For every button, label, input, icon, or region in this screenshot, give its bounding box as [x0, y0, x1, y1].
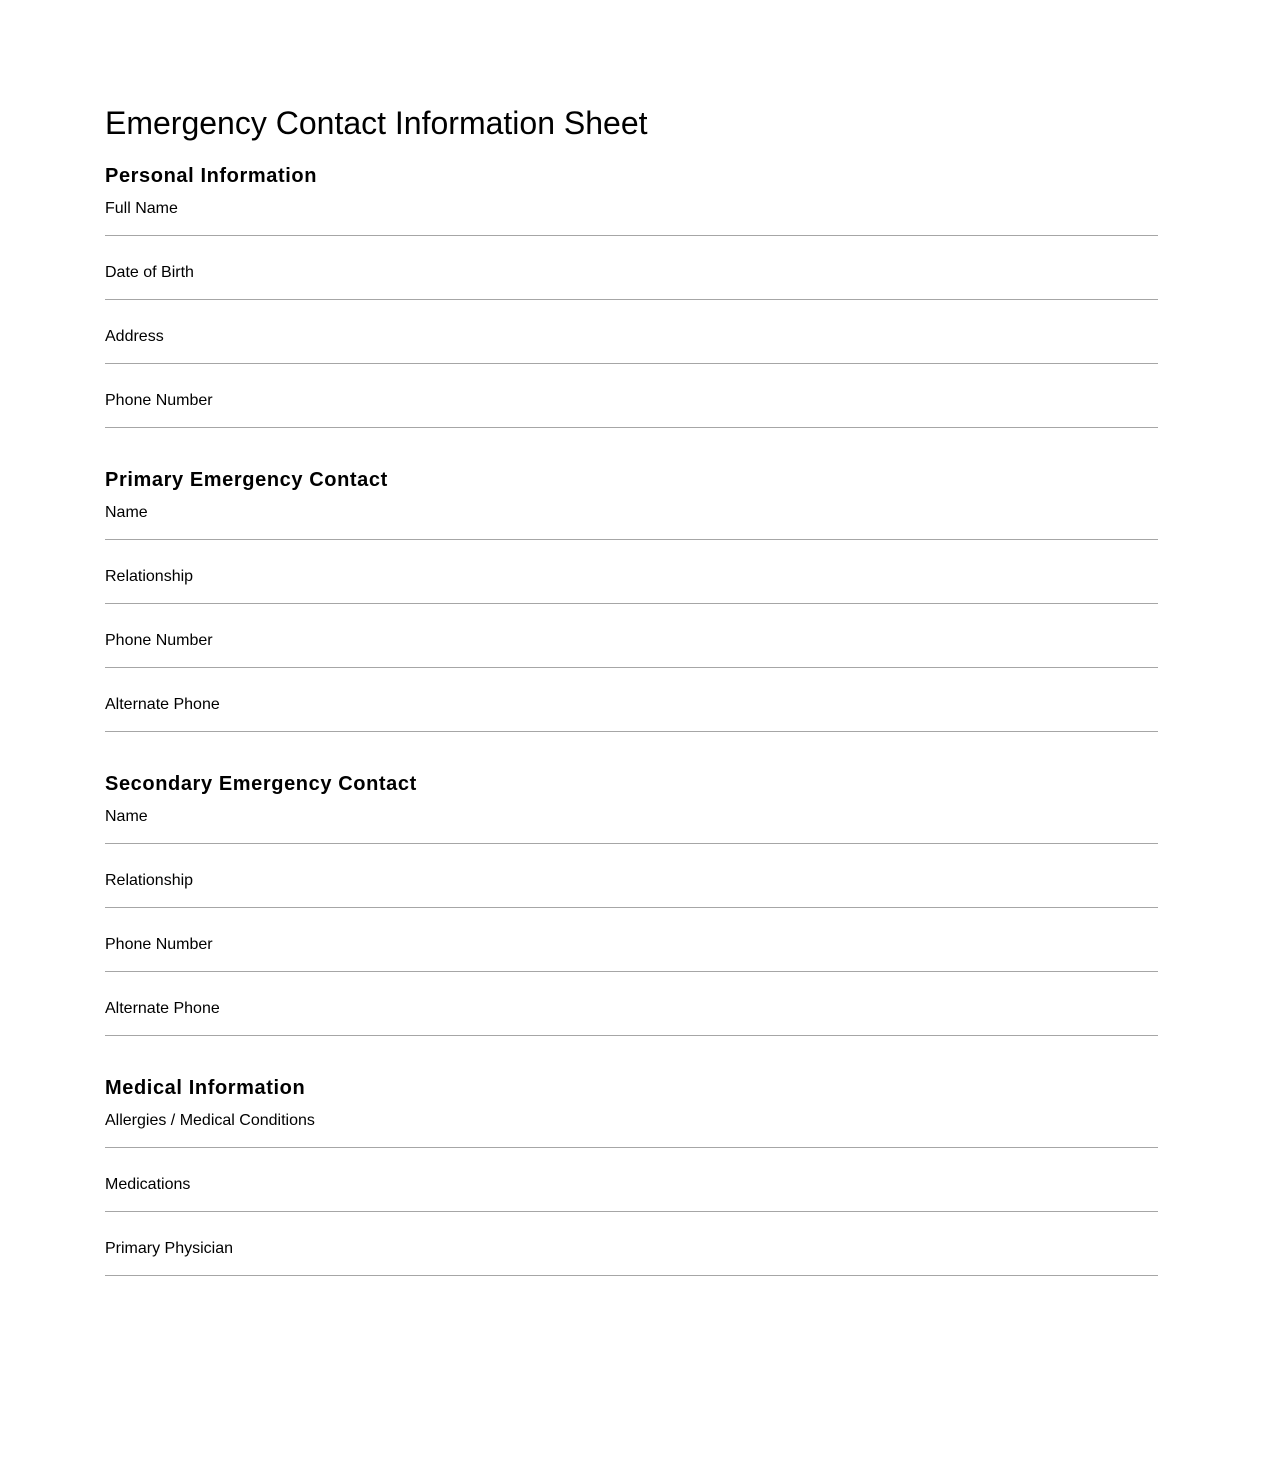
entry-line: [105, 539, 1158, 540]
field-label: Phone Number: [105, 632, 213, 649]
entry-line: [105, 843, 1158, 844]
entry-line: [105, 731, 1158, 732]
field-primary-name[interactable]: [105, 503, 1158, 567]
field-primary-alternate-phone[interactable]: [105, 695, 1158, 759]
field-primary-phone-number[interactable]: [105, 631, 1158, 695]
field-secondary-phone-number[interactable]: [105, 935, 1158, 999]
field-secondary-relationship[interactable]: [105, 871, 1158, 935]
field-label: Medications: [105, 1176, 191, 1193]
document-title: Emergency Contact Information Sheet: [105, 105, 648, 141]
entry-line: [105, 1035, 1158, 1036]
entry-line: [105, 1211, 1158, 1212]
entry-line: [105, 1147, 1158, 1148]
field-label: Full Name: [105, 200, 178, 217]
field-label: Relationship: [105, 872, 194, 889]
section-heading: Personal Information: [105, 165, 318, 187]
field-label: Date of Birth: [105, 264, 194, 281]
field-label: Address: [105, 328, 164, 345]
field-medications[interactable]: [105, 1175, 1158, 1239]
field-address[interactable]: [105, 327, 1158, 391]
field-label: Primary Physician: [105, 1240, 234, 1257]
entry-line: [105, 363, 1158, 364]
entry-line: [105, 603, 1158, 604]
field-label: Alternate Phone: [105, 696, 220, 713]
entry-line: [105, 971, 1158, 972]
field-label: Phone Number: [105, 936, 213, 953]
section-heading: Secondary Emergency Contact: [105, 773, 417, 795]
field-label: Name: [105, 504, 148, 521]
field-primary-physician[interactable]: [105, 1239, 1158, 1303]
field-full-name[interactable]: [105, 199, 1158, 263]
entry-line: [105, 299, 1158, 300]
section-heading: Primary Emergency Contact: [105, 469, 388, 491]
field-allergies-medical-conditions[interactable]: [105, 1111, 1158, 1175]
field-primary-relationship[interactable]: [105, 567, 1158, 631]
field-label: Phone Number: [105, 392, 213, 409]
field-date-of-birth[interactable]: [105, 263, 1158, 327]
field-label: Relationship: [105, 568, 194, 585]
entry-line: [105, 427, 1158, 428]
field-label: Allergies / Medical Conditions: [105, 1112, 315, 1129]
entry-line: [105, 907, 1158, 908]
field-phone-number[interactable]: [105, 391, 1158, 455]
field-secondary-alternate-phone[interactable]: [105, 999, 1158, 1063]
field-label: Name: [105, 808, 148, 825]
field-secondary-name[interactable]: [105, 807, 1158, 871]
section-heading: Medical Information: [105, 1077, 306, 1099]
entry-line: [105, 235, 1158, 236]
entry-line: [105, 667, 1158, 668]
entry-line: [105, 1275, 1158, 1276]
field-label: Alternate Phone: [105, 1000, 220, 1017]
